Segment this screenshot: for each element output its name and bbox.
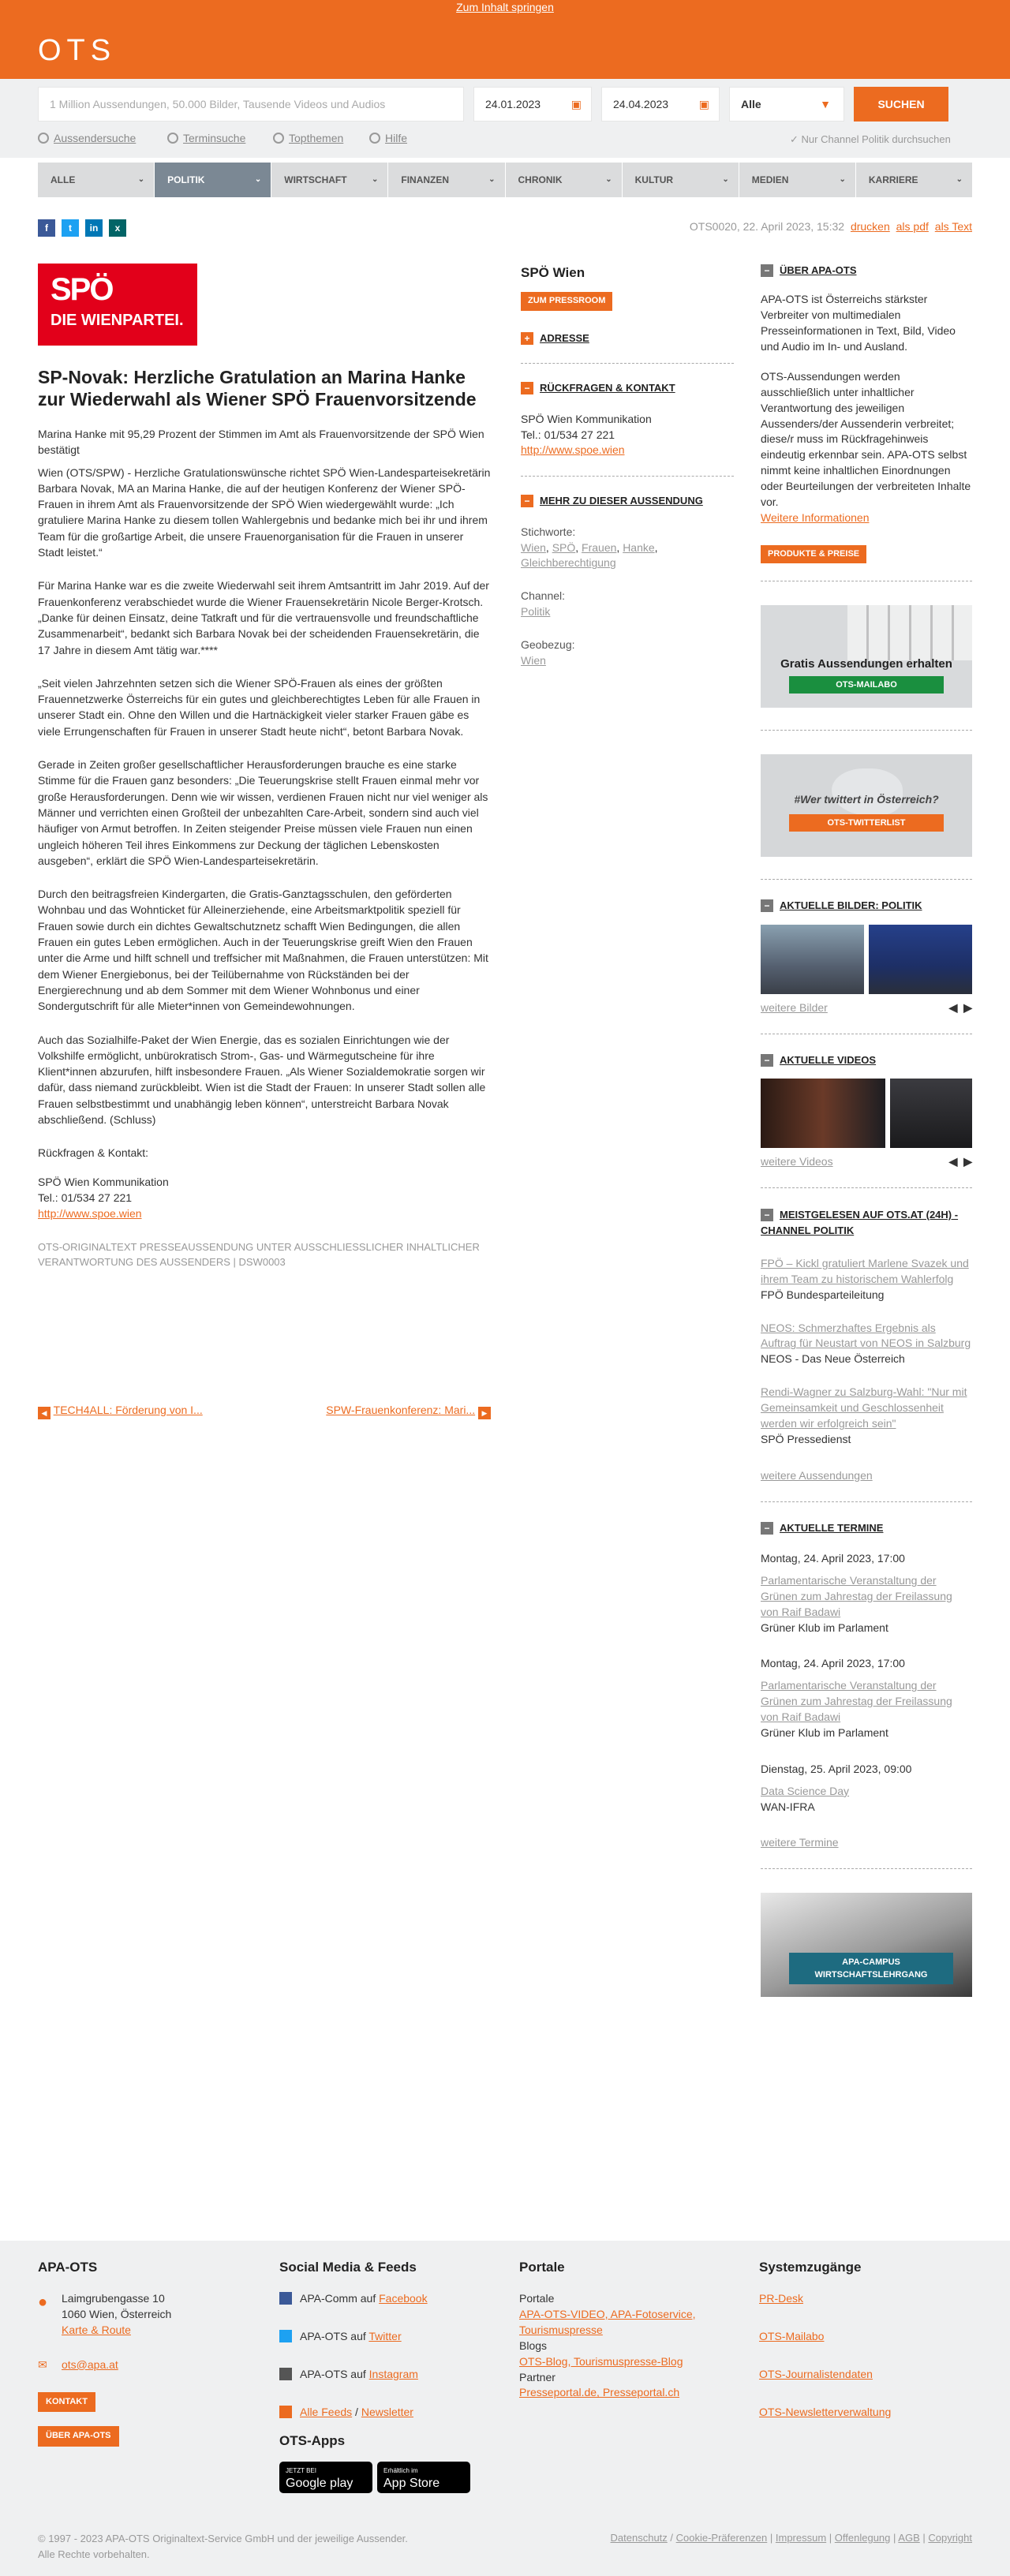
arrow-right-icon: ▶ bbox=[478, 1407, 491, 1419]
channel-link[interactable]: Politik bbox=[521, 605, 551, 619]
section-label: MEHR ZU DIESER AUSSENDUNG bbox=[540, 495, 703, 507]
nav-label: MEDIEN bbox=[751, 174, 789, 185]
contact-tel: Tel.: 01/534 27 221 bbox=[38, 1191, 133, 1204]
clock-icon bbox=[167, 133, 178, 144]
paragraph: Wien (OTS/SPW) - Herzliche Gratulationswünsche richtet SPÖ Wien-Landesparteisekretärin Barbara Novak, MA an Marina Hanke, die auf der heutigen Konferenz der Wiener SPÖ-Frauen in ihrem Amt als Frauenvorsitzende der SPÖ Wien wiedergewählt wurde: „Ich gratuliere Marina Hanke zu diesem tollen Wahlergebnis und bedanke mich bei ihr und ihrem Team für die großartige Arbeit, die unsere Frauenorganisation für die Frauen in unserer Stadt leistet.“ bbox=[38, 465, 491, 559]
divider bbox=[761, 879, 972, 880]
calendar-icon: ▣ bbox=[698, 98, 709, 110]
campus-banner[interactable] bbox=[761, 1893, 972, 1997]
paragraph: Durch den beitragsfreien Kindergarten, die Gratis-Ganztagsschulen, den geförderten Wohnbau und das Wohnticket für Alleinerziehende, eine Arbeitsmarktpolitik speziell für Frauen sowie durch ein dichtes Gewaltschutznetz schafft Wien Bedingungen, die allen Frauen ein gutes Leben ermöglichen. Auch in der Teuerungskrise greift Wien den Frauen unter die Arme und hilft schnell und treffsicher mit Maßnahmen, die Frauen unterstützen: Mit dem Wiener Energiebonus, bei der Teilübernahme von Rückständen bei der Energierechnung und ab dem Sommer mit dem Wiener Wohnbonus und einer Sondergutschrift für alle Mieter*innen von Gemeindewohnungen. bbox=[38, 888, 488, 1013]
nav-label: KULTUR bbox=[634, 174, 674, 185]
footer bbox=[0, 2241, 1010, 2576]
tool-label: Topthemen bbox=[289, 132, 344, 144]
cookie-link[interactable]: Cookie-Präferenzen bbox=[675, 2532, 768, 2544]
chevron-down-icon: ⌄ bbox=[605, 175, 612, 184]
footer-heading: APA-OTS bbox=[38, 2260, 98, 2275]
more-events-link[interactable]: weitere Termine bbox=[761, 1836, 839, 1849]
search-button[interactable]: SUCHEN bbox=[854, 87, 948, 122]
portal-links[interactable]: APA-OTS-VIDEO, APA-Fotoservice, Tourismuspresse bbox=[519, 2308, 696, 2336]
date-to-input[interactable] bbox=[601, 87, 720, 122]
footer-col-system bbox=[759, 2258, 964, 2430]
event-org: Grüner Klub im Parlament bbox=[761, 1725, 888, 1739]
sender-name: SPÖ Wien bbox=[521, 265, 585, 280]
more-videos-link[interactable]: weitere Videos bbox=[761, 1155, 833, 1168]
article bbox=[38, 264, 491, 1270]
facebook-icon bbox=[279, 2292, 292, 2305]
keyword-link[interactable]: Frauen bbox=[582, 540, 617, 554]
portal-label: Portale bbox=[519, 2292, 555, 2305]
instagram-link[interactable]: Instagram bbox=[368, 2367, 418, 2380]
event-date: Montag, 24. April 2023, 17:00 bbox=[761, 1657, 905, 1670]
section-label: ADRESSE bbox=[540, 331, 589, 344]
keyword-link[interactable]: Gleichberechtigung bbox=[521, 556, 616, 570]
nav-item-wirtschaft[interactable] bbox=[271, 163, 388, 197]
minus-icon: − bbox=[761, 1054, 773, 1067]
nav-label: CHRONIK bbox=[518, 174, 563, 185]
facebook-icon[interactable]: f bbox=[38, 219, 55, 237]
keyword-link[interactable]: Hanke bbox=[623, 540, 655, 554]
route-link[interactable]: Karte & Route bbox=[62, 2323, 131, 2336]
pictures-toggle[interactable] bbox=[761, 899, 972, 913]
tool-label: Aussendersuche bbox=[54, 132, 137, 144]
chevron-down-icon: ⌄ bbox=[488, 175, 496, 184]
footer-col-portale bbox=[519, 2258, 724, 2401]
separator: / bbox=[352, 2405, 361, 2418]
aussendersuche-link[interactable] bbox=[38, 131, 136, 147]
gallery-arrows bbox=[949, 1154, 972, 1170]
paragraph: Auch das Sozialhilfe-Paket der Wien Energie, das es sozialen Einrichtungen wie der Volkshilfe ermöglicht, unbürokratisch Strom-, Gas- und Wärmegutscheine für ihre Klient*innen abzurufen, hilft insbesondere Frauen. „Als Wiener Sozialdemokratie sorgen wir dafür, dass niemand zurückbleibt. Wien ist die Stadt der Frauen: In unserer Stadt sollen alle Frauen selbstbestimmt und unabhängig leben können“, unterstreicht Barbara Novak abschließend. (Schluss) bbox=[38, 1033, 486, 1126]
datenschutz-link[interactable]: Datenschutz bbox=[610, 2532, 668, 2544]
google-play-badge[interactable] bbox=[279, 2462, 372, 2493]
keyword-link[interactable]: SPÖ bbox=[552, 540, 576, 554]
banner-text: Gratis Aussendungen erhalten bbox=[780, 657, 952, 671]
calendar-icon: ▣ bbox=[570, 98, 582, 110]
most-read-org: SPÖ Pressedienst bbox=[761, 1432, 851, 1445]
section-label: MEISTGELESEN AUF OTS.AT (24H) - CHANNEL POLITIK bbox=[761, 1208, 959, 1236]
nav-item-chronik[interactable] bbox=[506, 163, 623, 197]
legal-links: Datenschutz / Cookie-Präferenzen | Impressum | Offenlegung | AGB | Copyright bbox=[610, 2532, 972, 2544]
about-button[interactable]: ÜBER APA-OTS bbox=[38, 2426, 119, 2447]
nav-label: KARRIERE bbox=[868, 174, 918, 185]
picture-gallery bbox=[761, 925, 972, 994]
arrow-left-icon[interactable]: ◀ bbox=[948, 1155, 958, 1168]
chevron-down-icon: ⌄ bbox=[956, 175, 963, 184]
address-toggle[interactable] bbox=[521, 331, 734, 346]
newsletter-admin-link[interactable]: OTS-Newsletterverwaltung bbox=[759, 2405, 892, 2418]
twitterlist-button[interactable]: OTS-TWITTERLIST bbox=[789, 814, 944, 832]
most-read-link[interactable]: NEOS: Schmerzhaftes Ergebnis als Auftrag für Neustart von NEOS in Salzburg bbox=[761, 1321, 971, 1350]
event-org: Grüner Klub im Parlament bbox=[761, 1621, 888, 1634]
impressum-link[interactable]: Impressum bbox=[775, 2532, 827, 2544]
prev-article-title: TECH4ALL: Förderung von I... bbox=[53, 1404, 203, 1416]
next-article-link[interactable] bbox=[326, 1403, 491, 1419]
most-read-link[interactable]: FPÖ – Kickl gratuliert Marlene Svazek und ihrem Team zu historischem Wahlerfolg bbox=[761, 1256, 969, 1285]
xing-icon[interactable]: x bbox=[109, 219, 126, 237]
chevron-down-icon: ⌄ bbox=[137, 175, 145, 184]
location-pin-icon: ● bbox=[38, 2294, 48, 2312]
paragraph: Gerade in Zeiten großer gesellschaftlicher Herausforderungen brauche es eine starke Stimme für die Frauen ganz besonders: „Die Teuerungskrise stellt Frauen einmal mehr vor große Herausforderungen. Denn wie wir wissen, verdienen Frauen nicht nur viel weniger als Männer und verrichten einen Großteil der unbezahlten Care-Arbeit, sondern sind auch viel häufiger von Armut betroffen. In Zeiten steigender Preise müssen viele Frauen nun einen ungleich höheren Teil ihres Einkommens zur Deckung der täglichen Lebenskosten ausgeben“, erklärt die SPÖ Wien-Landesparteisekretärin. bbox=[38, 758, 488, 867]
more-pictures-link[interactable]: weitere Bilder bbox=[761, 1000, 828, 1014]
nav-item-kultur[interactable] bbox=[623, 163, 739, 197]
event-date: Dienstag, 25. April 2023, 09:00 bbox=[761, 1762, 912, 1775]
contact-button[interactable]: KONTAKT bbox=[38, 2392, 95, 2413]
social-instagram bbox=[279, 2367, 484, 2383]
sender-box: SPÖ Wien ZUM PRESSROOM + ADRESSE − RÜCKFRAGEN & KONTAKT SPÖ Wien Kommunikation Tel.: 01/534 27 221 http://www.spoe.wien − MEHR ZU DIESER AUSSENDUNG Stichworte: Wien, SPÖ, Frauen, Hanke, Gleichberechtigung Channel: Politik Geobezug: Wien bbox=[521, 264, 734, 669]
people-icon bbox=[38, 133, 49, 144]
more-releases-link[interactable]: weitere Aussendungen bbox=[761, 1468, 873, 1482]
badge-small: JETZT BEI bbox=[286, 2466, 316, 2474]
most-read-org: NEOS - Das Neue Österreich bbox=[761, 1352, 905, 1366]
more-info-link[interactable]: Weitere Informationen bbox=[761, 510, 870, 524]
social-label: APA-OTS auf bbox=[300, 2367, 369, 2380]
print-link[interactable]: drucken bbox=[850, 220, 890, 233]
ots-logo[interactable]: OTS bbox=[38, 34, 117, 67]
divider bbox=[761, 1187, 972, 1188]
geo-label: Geobezug: bbox=[521, 638, 575, 652]
copyright-link[interactable]: Copyright bbox=[928, 2532, 972, 2544]
footer-heading: Portale bbox=[519, 2260, 565, 2275]
pdf-link[interactable]: als pdf bbox=[896, 220, 929, 233]
copyright-line: © 1997 - 2023 APA-OTS Originaltext-Service GmbH und der jeweilige Aussender. bbox=[38, 2533, 408, 2544]
terminsuche-link[interactable] bbox=[167, 131, 245, 147]
channel-only-label: Nur Channel Politik durchsuchen bbox=[801, 133, 951, 145]
nav-item-medien[interactable] bbox=[739, 163, 856, 197]
share-bar bbox=[38, 219, 126, 237]
keywords-label: Stichworte: bbox=[521, 525, 576, 538]
video-thumbnail[interactable] bbox=[761, 1079, 885, 1148]
type-select[interactable] bbox=[729, 87, 844, 122]
article-lead: Marina Hanke mit 95,29 Prozent der Stimmen im Amt als Frauenvorsitzende der SPÖ Wien bestätigt bbox=[38, 428, 484, 457]
contact-org: SPÖ Wien Kommunikation bbox=[38, 1175, 169, 1188]
hilfe-link[interactable] bbox=[369, 131, 407, 147]
nav-label: FINANZEN bbox=[401, 174, 450, 185]
journalist-data-link[interactable]: OTS-Journalistendaten bbox=[759, 2367, 873, 2380]
mailabo-banner[interactable] bbox=[761, 605, 972, 708]
nav-label: POLITIK bbox=[167, 174, 205, 185]
footer-email bbox=[38, 2357, 243, 2373]
twitter-icon bbox=[279, 2330, 292, 2342]
chevron-down-icon: ⌄ bbox=[371, 175, 379, 184]
tool-label: Hilfe bbox=[385, 132, 408, 144]
about-text: APA-OTS ist Österreichs stärkster Verbreiter von multimedialen Presseinformationen in Text, Bild, Video und Audio im In- und Ausland. bbox=[761, 293, 956, 353]
article-title: SP-Novak: Herzliche Gratulation an Marina Hanke zur Wiederwahl als Wiener SPÖ Frauenvorsitzende bbox=[38, 367, 477, 409]
section-label: AKTUELLE TERMINE bbox=[780, 1521, 884, 1534]
category-nav bbox=[38, 163, 972, 197]
address-line: Laimgrubengasse 10 bbox=[62, 2292, 165, 2305]
event-date: Montag, 24. April 2023, 17:00 bbox=[761, 1552, 905, 1565]
about-toggle[interactable] bbox=[761, 264, 972, 278]
nav-label: ALLE bbox=[50, 174, 76, 185]
article-meta bbox=[690, 219, 972, 235]
footer-heading: Systemzugänge bbox=[759, 2260, 862, 2275]
chevron-down-icon: ⌄ bbox=[254, 175, 262, 184]
footer-col-apa bbox=[38, 2258, 243, 2447]
search-bar bbox=[0, 79, 1010, 158]
event-link[interactable]: Data Science Day bbox=[761, 1784, 850, 1797]
contact-url[interactable]: http://www.spoe.wien bbox=[38, 1207, 142, 1221]
divider bbox=[521, 476, 734, 477]
app-store-badge[interactable] bbox=[377, 2462, 470, 2493]
arrow-left-icon: ◀ bbox=[38, 1407, 50, 1419]
section-label: AKTUELLE VIDEOS bbox=[780, 1053, 877, 1066]
feeds-link[interactable]: Alle Feeds bbox=[300, 2405, 353, 2418]
caret-down-icon: ▼ bbox=[820, 98, 831, 110]
date-to-value: 24.04.2023 bbox=[613, 98, 669, 110]
about-text: OTS-Aussendungen werden ausschließlich unter inhaltlicher Verantwortung des jeweiligen Aussenders/der Aussenderin verbreitet; diese/r muss im Rückfragehinweis eindeutig erkennbar sein. APA-OTS selbst nimmt keine inhaltlichen Einordnungen oder Beurteilungen der verbreiteten Inhalte vor. bbox=[761, 369, 971, 508]
portal-label: Partner bbox=[519, 2370, 556, 2383]
section-label: RÜCKFRAGEN & KONTAKT bbox=[540, 382, 675, 394]
products-button[interactable]: PRODUKTE & PREISE bbox=[761, 545, 866, 564]
events-toggle[interactable] bbox=[761, 1521, 972, 1535]
sender-contact-org: SPÖ Wien Kommunikation bbox=[521, 412, 652, 425]
minus-icon: − bbox=[761, 264, 773, 277]
partner-links[interactable]: Presseportal.de, Presseportal.ch bbox=[519, 2386, 680, 2399]
mailabo-button[interactable]: OTS-MAILABO bbox=[789, 676, 944, 694]
gallery-arrows bbox=[949, 1000, 972, 1016]
offenlegung-link[interactable]: Offenlegung bbox=[834, 2532, 891, 2544]
nav-label: WIRTSCHAFT bbox=[284, 174, 347, 185]
paragraph: Für Marina Hanke war es die zweite Wiederwahl seit ihrem Amtsantritt im Jahr 2019. Auf der Frauenkonferenz verabschiedet wurde die Wiener Frauensekretärin Nicole Berger-Krotsch. „Danke für deinen Einsatz, deine Tatkraft und für die vertrauensvolle und freundschaftliche Zusammenarbeit“, bedankt sich Barbara Novak bei der scheidenden Frauensekretärin, die 17 Jahre in diesem Amt tätig war.**** bbox=[38, 579, 489, 656]
portal-label: Blogs bbox=[519, 2339, 548, 2352]
address-line: 1060 Wien, Österreich bbox=[62, 2308, 172, 2320]
divider bbox=[761, 730, 972, 731]
social-twitter bbox=[279, 2329, 484, 2345]
section-label: AKTUELLE BILDER: POLITIK bbox=[780, 899, 922, 912]
channel-label: Channel: bbox=[521, 589, 566, 603]
right-sidebar bbox=[761, 264, 972, 1997]
instagram-icon bbox=[279, 2368, 292, 2380]
campus-button[interactable]: APA-CAMPUS WIRTSCHAFTSLEHRGANG bbox=[789, 1953, 953, 1984]
keyboard-image bbox=[847, 605, 972, 660]
logo-line2: DIE WIENPARTEI. bbox=[50, 312, 184, 329]
most-read-toggle[interactable] bbox=[761, 1207, 972, 1239]
event-org: WAN-IFRA bbox=[761, 1800, 815, 1813]
twitterlist-banner[interactable] bbox=[761, 754, 972, 857]
event-link[interactable]: Parlamentarische Veranstaltung der Grünen zum Jahrestag der Freilassung von Raif Badawi bbox=[761, 1679, 952, 1724]
contact-label: Rückfragen & Kontakt: bbox=[38, 1146, 149, 1160]
paragraph: „Seit vielen Jahrzehnten setzen sich die Wiener SPÖ-Frauen als eines der größten Frauennetzwerke Österreichs für ein gutes und gleichberechtigtes Leben für alle Frauen in unserer Stadt ein. Ohne den Willen und die Hartnäckigkeit vieler starker Frauen gäbe es viele Errungenschaften für Frauen in unserer Stadt heute nicht“, betont Barbara Novak. bbox=[38, 676, 481, 738]
chevron-down-icon: ⌄ bbox=[839, 175, 846, 184]
nav-item-politik[interactable] bbox=[155, 163, 271, 197]
banner-text: #Wer twittert in Österreich? bbox=[794, 793, 939, 806]
arrow-right-icon[interactable]: ▶ bbox=[963, 1155, 972, 1168]
spoe-logo bbox=[38, 264, 197, 346]
info-icon bbox=[369, 133, 380, 144]
geo-link[interactable]: Wien bbox=[521, 653, 546, 667]
email-link[interactable]: ots@apa.at bbox=[62, 2357, 118, 2371]
nav-item-alle[interactable] bbox=[38, 163, 155, 197]
arrow-right-icon[interactable]: ▶ bbox=[963, 1000, 972, 1014]
search-input[interactable]: 1 Million Aussendungen, 50.000 Bilder, Tausende Videos und Audios bbox=[38, 87, 464, 122]
twitter-icon[interactable]: t bbox=[62, 219, 79, 237]
copyright-line: Alle Rechte vorbehalten. bbox=[38, 2548, 150, 2560]
next-article-title: SPW-Frauenkonferenz: Mari... bbox=[326, 1404, 476, 1416]
text-link[interactable]: als Text bbox=[934, 220, 972, 233]
sender-contact-tel: Tel.: 01/534 27 221 bbox=[521, 428, 615, 441]
newsletter-link[interactable]: Newsletter bbox=[361, 2405, 413, 2418]
event-link[interactable]: Parlamentarische Veranstaltung der Grünen zum Jahrestag der Freilassung von Raif Badawi bbox=[761, 1573, 952, 1618]
rss-icon bbox=[279, 2406, 292, 2418]
date-from-input[interactable] bbox=[473, 87, 592, 122]
divider bbox=[761, 1501, 972, 1502]
contact-toggle[interactable] bbox=[521, 381, 734, 395]
topthemen-link[interactable] bbox=[273, 131, 343, 147]
ots-disclaimer: OTS-ORIGINALTEXT PRESSEAUSSENDUNG UNTER AUSSCHLIESSLICHER INHALTLICHER VERANTWORTUNG DES AUSSENDERS | DSW0003 bbox=[38, 1241, 480, 1269]
most-read-link[interactable]: Rendi-Wagner zu Salzburg-Wahl: "Nur mit Gemeinsamkeit und Geschlossenheit werden wir erfolgreich sein" bbox=[761, 1385, 967, 1430]
star-icon bbox=[273, 133, 284, 144]
footer-address bbox=[38, 2291, 243, 2339]
tool-label: Terminsuche bbox=[183, 132, 246, 144]
plus-icon: + bbox=[521, 332, 533, 345]
chevron-down-icon: ⌄ bbox=[722, 175, 729, 184]
badge-label: Google play bbox=[286, 2476, 354, 2490]
logo-line1: SPÖ bbox=[50, 272, 113, 307]
date-from-value: 24.01.2023 bbox=[485, 98, 541, 110]
channel-only-checkbox[interactable] bbox=[790, 133, 951, 147]
footer-col-social bbox=[279, 2258, 484, 2493]
arrow-left-icon[interactable]: ◀ bbox=[948, 1000, 958, 1014]
copyright bbox=[38, 2531, 408, 2563]
pressroom-button[interactable]: ZUM PRESSROOM bbox=[521, 292, 612, 311]
social-feeds bbox=[279, 2405, 484, 2421]
social-label: APA-Comm auf bbox=[300, 2292, 380, 2305]
more-toggle[interactable] bbox=[521, 494, 734, 508]
twitter-link[interactable]: Twitter bbox=[368, 2330, 402, 2342]
video-gallery bbox=[761, 1079, 972, 1148]
blog-links[interactable]: OTS-Blog, Tourismuspresse-Blog bbox=[519, 2354, 683, 2368]
badge-label: App Store bbox=[383, 2476, 440, 2490]
nav-item-karriere[interactable] bbox=[856, 163, 972, 197]
keyword-link[interactable]: Wien bbox=[521, 540, 546, 554]
mailabo-link[interactable]: OTS-Mailabo bbox=[759, 2330, 825, 2342]
videos-toggle[interactable] bbox=[761, 1053, 972, 1067]
minus-icon: − bbox=[521, 495, 533, 507]
social-label: APA-OTS auf bbox=[300, 2330, 369, 2342]
header bbox=[0, 0, 1010, 158]
nav-item-finanzen[interactable] bbox=[388, 163, 505, 197]
divider bbox=[521, 363, 734, 364]
minus-icon: − bbox=[761, 1209, 773, 1221]
politics-photo[interactable] bbox=[869, 925, 972, 994]
social-facebook bbox=[279, 2291, 484, 2307]
pr-desk-link[interactable]: PR-Desk bbox=[759, 2292, 804, 2305]
agb-link[interactable]: AGB bbox=[898, 2532, 920, 2544]
minus-icon: − bbox=[761, 1522, 773, 1535]
politics-photo[interactable] bbox=[761, 925, 864, 994]
badge-small: Erhältlich im bbox=[383, 2466, 418, 2474]
minus-icon: − bbox=[761, 899, 773, 912]
skip-link[interactable]: Zum Inhalt springen bbox=[456, 1, 554, 13]
prev-article-link[interactable] bbox=[38, 1403, 203, 1419]
footer-heading: Social Media & Feeds bbox=[279, 2260, 417, 2275]
footer-heading: OTS-Apps bbox=[279, 2432, 346, 2448]
sender-contact-url[interactable]: http://www.spoe.wien bbox=[521, 443, 625, 457]
video-thumbnail[interactable] bbox=[890, 1079, 972, 1148]
checkmark-icon: ✓ bbox=[790, 133, 802, 145]
ots-id-date: OTS0020, 22. April 2023, 15:32 bbox=[689, 220, 845, 233]
facebook-link[interactable]: Facebook bbox=[379, 2292, 428, 2305]
most-read-org: FPÖ Bundesparteileitung bbox=[761, 1288, 885, 1301]
minus-icon: − bbox=[521, 382, 533, 394]
mail-icon: ✉ bbox=[38, 2357, 47, 2371]
type-select-value: Alle bbox=[741, 98, 761, 110]
divider bbox=[761, 1868, 972, 1869]
linkedin-icon[interactable]: in bbox=[85, 219, 103, 237]
section-label: ÜBER APA-OTS bbox=[780, 264, 857, 276]
